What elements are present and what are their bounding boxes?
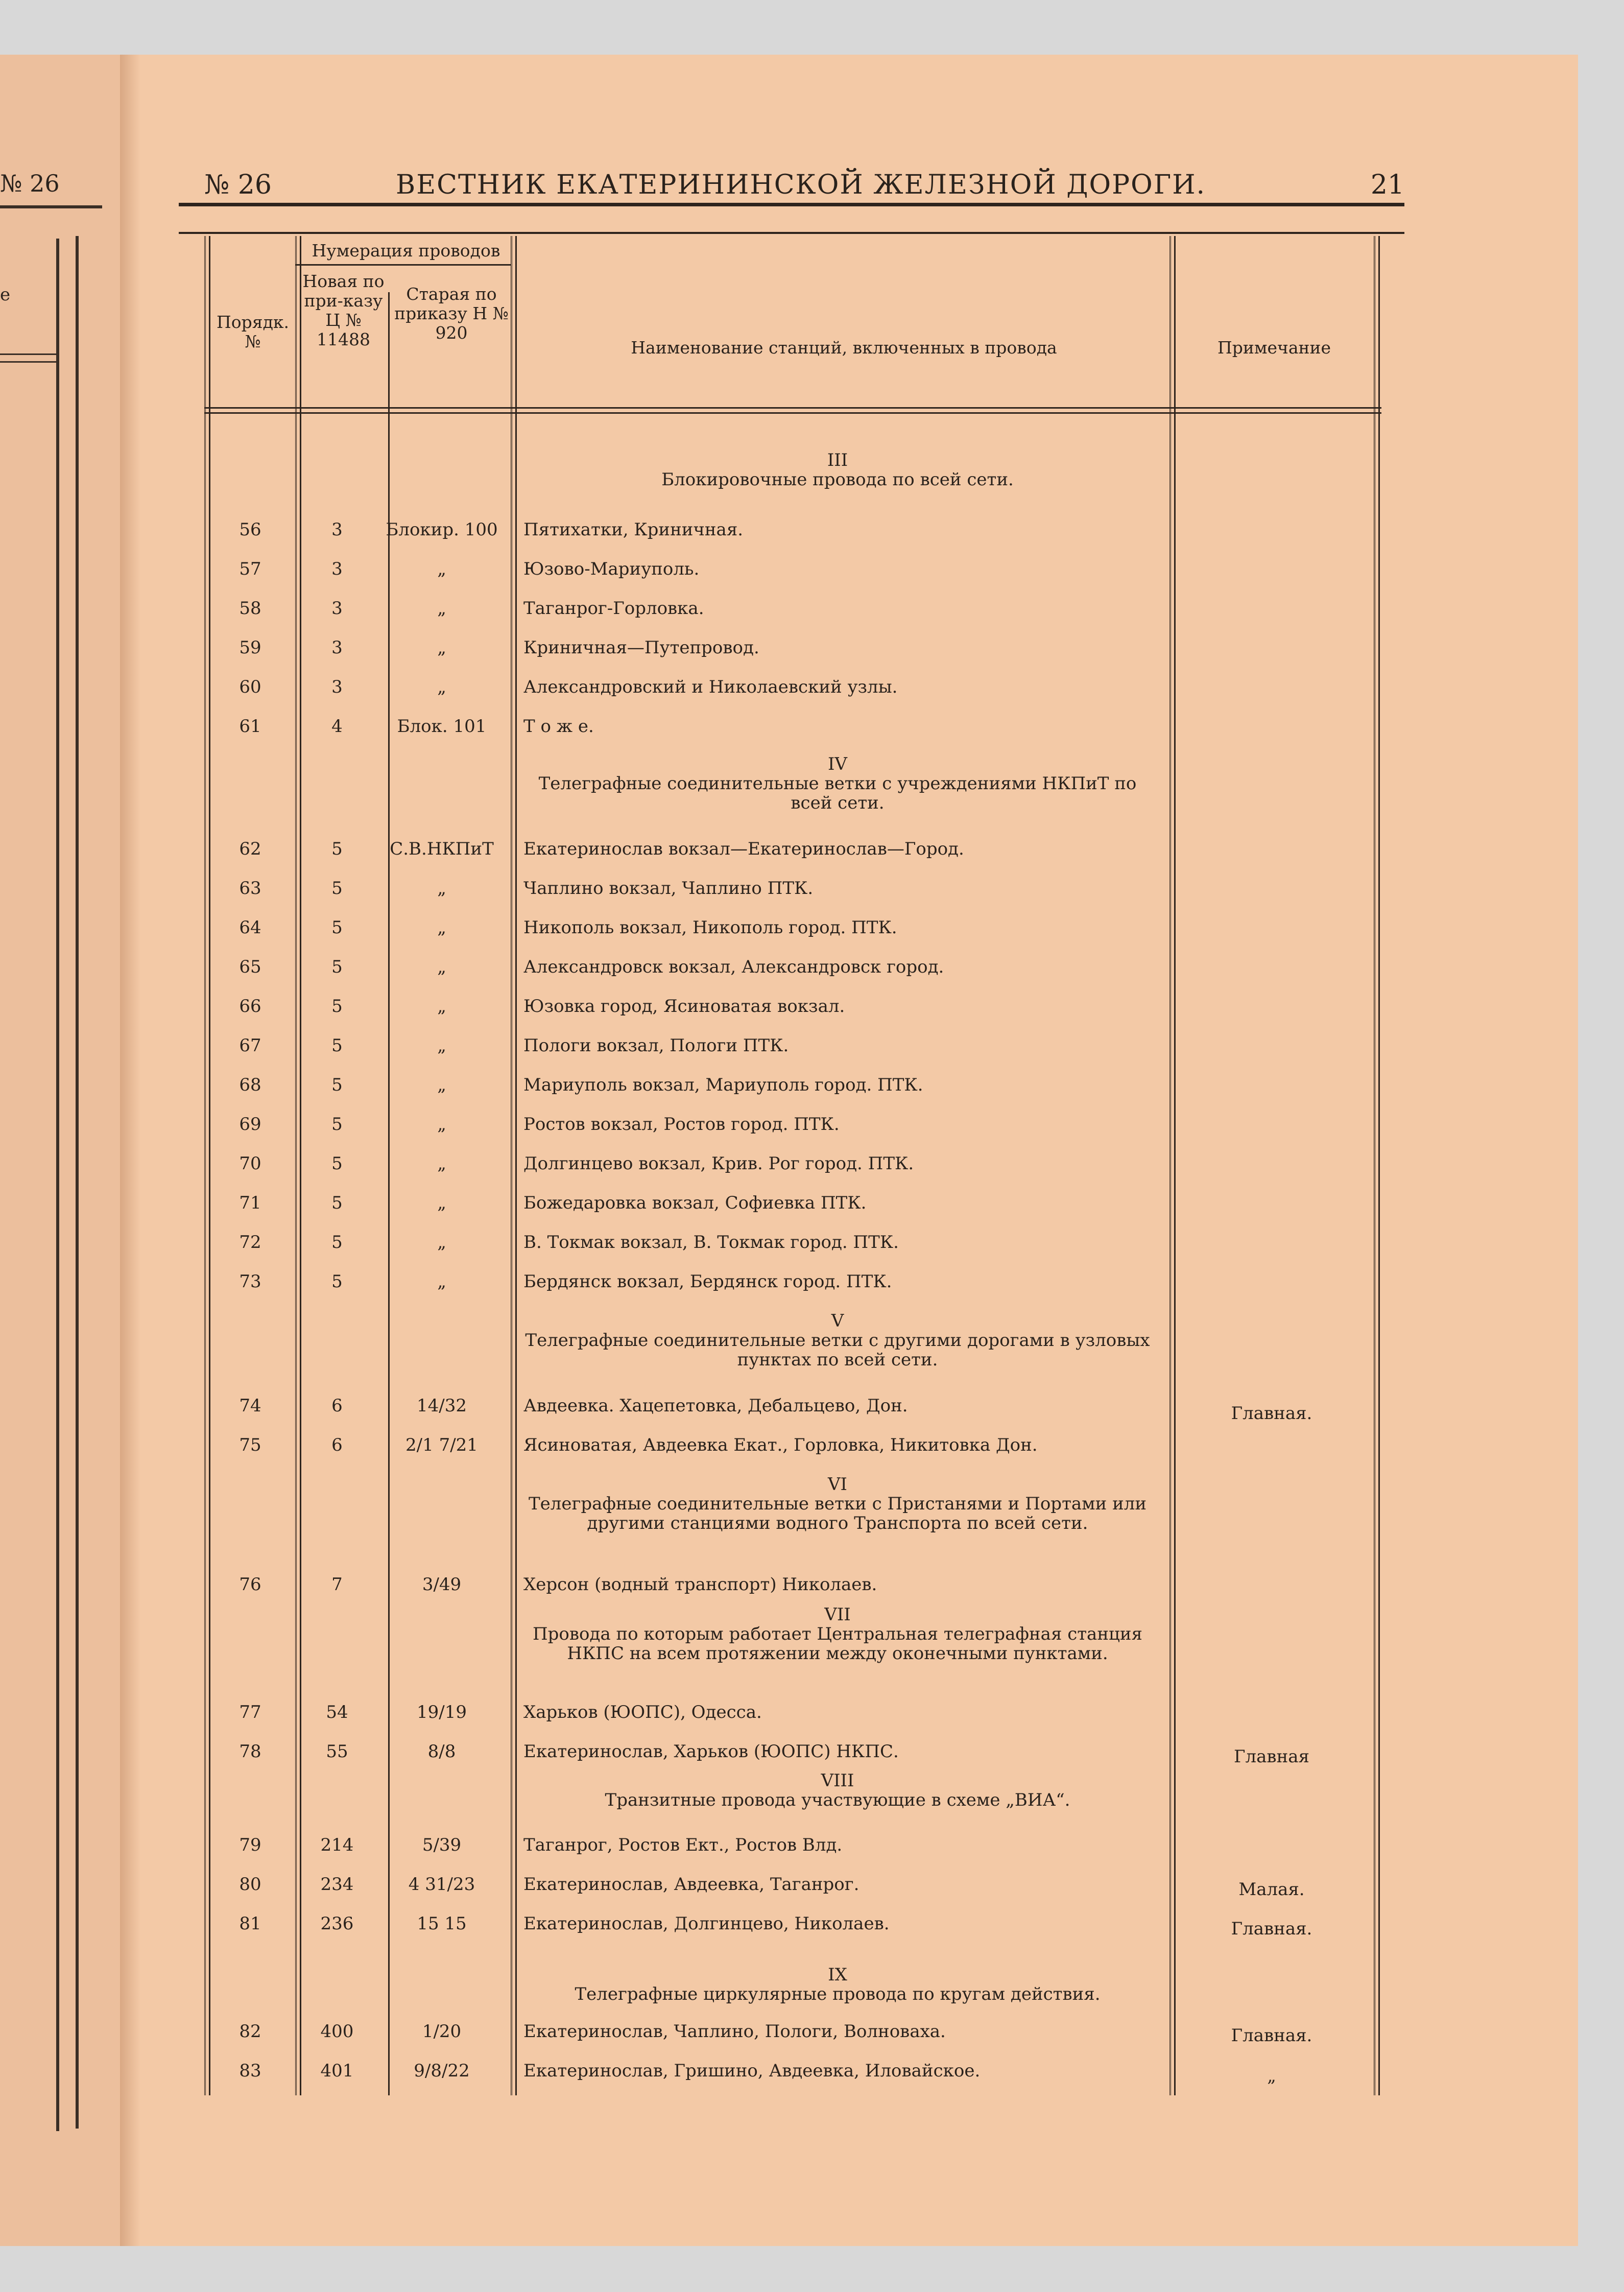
new-wire-number: 5	[331, 1153, 343, 1174]
new-wire-number: 5	[331, 957, 343, 977]
new-wire-number: 3	[331, 637, 343, 658]
old-wire-number: 3/49	[422, 1574, 462, 1595]
new-wire-number: 400	[320, 2021, 354, 2042]
new-wire-number: 3	[331, 559, 343, 579]
station-names: Никополь вокзал, Никополь город. ПТК.	[523, 917, 897, 938]
section-title: Телеграфные соединительные ветки с другими дорогами в узловых пунктах по всей сети.	[525, 1330, 1150, 1370]
station-names: Криничная—Путепровод.	[523, 637, 759, 658]
row-number: 60	[239, 677, 261, 697]
row-number: 63	[239, 878, 261, 899]
station-names: Бердянск вокзал, Бердянск город. ПТК.	[523, 1271, 892, 1292]
issue-number: № 26	[204, 170, 272, 200]
old-wire-number: „	[437, 1153, 446, 1174]
row-number: 62	[239, 839, 261, 859]
row-note: Малая.	[1238, 1879, 1305, 1900]
table-rule-name	[1169, 236, 1176, 2095]
station-names: Александровский и Николаевский узлы.	[523, 677, 898, 697]
station-names: Авдеевка. Хацепетовка, Дебальцево, Дон.	[523, 1396, 908, 1416]
header-rule	[179, 203, 1404, 206]
section-number: VII	[824, 1604, 851, 1625]
row-number: 77	[239, 1702, 261, 1722]
station-names: Пологи вокзал, Пологи ПТК.	[523, 1035, 789, 1056]
row-number: 72	[239, 1232, 261, 1253]
new-wire-number: 5	[331, 996, 343, 1017]
row-number: 67	[239, 1035, 261, 1056]
old-wire-number: „	[437, 996, 446, 1017]
col-numbering-header: Нумерация проводов	[312, 241, 500, 261]
left-table-column	[0, 239, 59, 2131]
section-title: Телеграфные соединительные ветки с Пристанями и Портами или другими станциями водного Транспорта по всей сети.	[528, 1494, 1147, 1533]
station-names: В. Токмак вокзал, В. Токмак город. ПТК.	[523, 1232, 899, 1253]
station-names: Ростов вокзал, Ростов город. ПТК.	[523, 1114, 840, 1135]
station-names: Юзово-Мариуполь.	[523, 559, 700, 579]
wire-table	[204, 236, 1381, 2095]
new-wire-number: 4	[331, 716, 343, 737]
new-wire-number: 5	[331, 917, 343, 938]
section-title: Провода по которым работает Центральная телеграфная станция НКПС на всем протяжении между оконечными пунктами.	[533, 1624, 1142, 1664]
row-number: 64	[239, 917, 261, 938]
new-wire-number: 3	[331, 519, 343, 540]
col-new-header: Новая по при-казу Ц № 11488	[302, 271, 385, 349]
page-number: 21	[1370, 170, 1404, 200]
old-wire-number: „	[437, 917, 446, 938]
old-wire-number: 9/8/22	[414, 2061, 470, 2081]
left-page-number: № 26	[0, 170, 60, 197]
station-names: Александровск вокзал, Александровск город.	[523, 957, 944, 977]
station-names: Таганрог-Горловка.	[523, 598, 704, 619]
col-order-header: Порядк. №	[216, 312, 290, 351]
station-names: Божедаровка вокзал, Софиевка ПТК.	[523, 1193, 867, 1213]
col-note-header: Примечание	[1217, 338, 1331, 358]
old-wire-number: 14/32	[417, 1396, 467, 1416]
row-number: 75	[239, 1435, 261, 1455]
row-number: 56	[239, 519, 261, 540]
section-heading	[521, 1311, 1154, 1369]
row-number: 70	[239, 1153, 261, 1174]
new-wire-number: 5	[331, 1271, 343, 1292]
station-names: Ясиноватая, Авдеевка Екат., Горловка, Никитовка Дон.	[523, 1435, 1038, 1455]
new-wire-number: 5	[331, 839, 343, 859]
station-names: Екатеринослав, Гришино, Авдеевка, Иловайское.	[523, 2061, 981, 2081]
row-number: 74	[239, 1396, 261, 1416]
book-gutter	[120, 55, 140, 2246]
section-heading	[521, 1771, 1154, 1810]
row-number: 57	[239, 559, 261, 579]
old-wire-number: „	[437, 1232, 446, 1253]
header-rule-thin	[179, 232, 1404, 234]
new-wire-number: 7	[331, 1574, 343, 1595]
row-number: 65	[239, 957, 261, 977]
col-old-header: Старая по приказу Н № 920	[394, 284, 509, 343]
row-number: 59	[239, 637, 261, 658]
station-names: Херсон (водный транспорт) Николаев.	[523, 1574, 877, 1595]
old-wire-number: Блок. 101	[397, 716, 487, 737]
new-wire-number: 5	[331, 1075, 343, 1095]
row-number: 79	[239, 1835, 261, 1855]
section-number: IX	[828, 1965, 847, 1985]
old-wire-number: 15 15	[417, 1913, 467, 1934]
new-wire-number: 3	[331, 598, 343, 619]
section-number: VI	[828, 1474, 847, 1495]
row-number: 76	[239, 1574, 261, 1595]
table-rule-left	[204, 236, 210, 2095]
old-wire-number: 8/8	[427, 1741, 456, 1762]
row-note: Главная.	[1231, 1403, 1312, 1424]
section-title: Транзитные провода участвующие в схеме „ВИА“.	[605, 1790, 1070, 1810]
new-wire-number: 236	[320, 1913, 354, 1934]
section-heading	[521, 1965, 1154, 2004]
station-names: Т о ж е.	[523, 716, 594, 737]
section-number: III	[827, 450, 848, 470]
row-number: 68	[239, 1075, 261, 1095]
old-wire-number: „	[437, 1075, 446, 1095]
section-heading	[521, 1605, 1154, 1663]
section-number: VIII	[821, 1770, 854, 1791]
old-wire-number: 1/20	[422, 2021, 462, 2042]
old-wire-number: Блокир. 100	[386, 519, 498, 540]
section-title: Блокировочные провода по всей сети.	[661, 469, 1014, 490]
row-number: 71	[239, 1193, 261, 1213]
header-bottom-rule-2	[204, 412, 1381, 414]
table-rule-old	[511, 236, 517, 2095]
new-wire-number: 6	[331, 1435, 343, 1455]
station-names: Екатеринослав, Харьков (ЮОПС) НКПС.	[523, 1741, 899, 1762]
old-wire-number: „	[437, 677, 446, 697]
new-wire-number: 5	[331, 1035, 343, 1056]
row-number: 78	[239, 1741, 261, 1762]
section-heading	[521, 1475, 1154, 1533]
new-wire-number: 401	[320, 2061, 354, 2081]
old-wire-number: 4 31/23	[408, 1874, 475, 1895]
row-number: 83	[239, 2061, 261, 2081]
station-names: Долгинцево вокзал, Крив. Рог город. ПТК.	[523, 1153, 914, 1174]
station-names: Екатеринослав, Долгинцево, Николаев.	[523, 1913, 890, 1934]
old-wire-number: „	[437, 1193, 446, 1213]
old-wire-number: 2/1 7/21	[405, 1435, 478, 1455]
row-number: 61	[239, 716, 261, 737]
station-names: Мариуполь вокзал, Мариуполь город. ПТК.	[523, 1075, 923, 1095]
table-rule-right	[1374, 236, 1380, 2095]
col-name-header: Наименование станций, включенных в провода	[631, 338, 1057, 358]
station-names: Чаплино вокзал, Чаплино ПТК.	[523, 878, 814, 899]
scanned-page	[0, 55, 1578, 2246]
old-wire-number: „	[437, 637, 446, 658]
old-wire-number: „	[437, 957, 446, 977]
left-column-fragment: е	[0, 285, 11, 305]
row-number: 73	[239, 1271, 261, 1292]
numbering-subrule	[295, 264, 511, 266]
station-names: Екатеринослав, Чаплино, Пологи, Волноваха.	[523, 2021, 946, 2042]
new-wire-number: 5	[331, 1232, 343, 1253]
row-number: 80	[239, 1874, 261, 1895]
row-number: 58	[239, 598, 261, 619]
station-names: Пятихатки, Криничная.	[523, 519, 744, 540]
row-number: 82	[239, 2021, 261, 2042]
section-heading	[521, 451, 1154, 489]
old-wire-number: „	[437, 1271, 446, 1292]
old-wire-number: „	[437, 598, 446, 619]
station-names: Таганрог, Ростов Ект., Ростов Влд.	[523, 1835, 843, 1855]
journal-title: ВЕСТНИК ЕКАТЕРИНИНСКОЙ ЖЕЛЕЗНОЙ ДОРОГИ.	[396, 170, 1206, 200]
old-wire-number: 19/19	[417, 1702, 467, 1722]
old-wire-number: „	[437, 1035, 446, 1056]
old-wire-number: „	[437, 1114, 446, 1135]
section-title: Телеграфные циркулярные провода по кругам действия.	[575, 1984, 1101, 2004]
left-header-lines	[0, 353, 56, 363]
station-names: Харьков (ЮОПС), Одесса.	[523, 1702, 762, 1722]
old-wire-number: С.В.НКПиТ	[390, 839, 494, 859]
new-wire-number: 234	[320, 1874, 354, 1895]
new-wire-number: 54	[326, 1702, 348, 1722]
station-names: Екатеринослав вокзал—Екатеринослав—Город.	[523, 839, 964, 859]
station-names: Екатеринослав, Авдеевка, Таганрог.	[523, 1874, 859, 1895]
row-note: Главная	[1234, 1746, 1309, 1767]
left-page-fragment	[0, 55, 128, 2246]
new-wire-number: 5	[331, 1114, 343, 1135]
row-note: „	[1267, 2066, 1276, 2086]
new-wire-number: 214	[320, 1835, 354, 1855]
left-header-rule	[0, 205, 102, 208]
section-number: IV	[828, 754, 847, 774]
section-title: Телеграфные соединительные ветки с учреждениями НКПиТ по всей сети.	[538, 773, 1137, 813]
row-note: Главная.	[1231, 1919, 1312, 1939]
header-bottom-rule	[204, 407, 1381, 409]
old-wire-number: „	[437, 878, 446, 899]
new-wire-number: 5	[331, 878, 343, 899]
new-wire-number: 3	[331, 677, 343, 697]
new-wire-number: 55	[326, 1741, 348, 1762]
old-wire-number: 5/39	[422, 1835, 462, 1855]
new-wire-number: 5	[331, 1193, 343, 1213]
row-note: Главная.	[1231, 2025, 1312, 2046]
row-number: 69	[239, 1114, 261, 1135]
section-heading	[521, 754, 1154, 813]
section-number: V	[831, 1311, 844, 1331]
old-wire-number: „	[437, 559, 446, 579]
row-number: 66	[239, 996, 261, 1017]
row-number: 81	[239, 1913, 261, 1934]
left-table-rule	[76, 236, 79, 2129]
station-names: Юзовка город, Ясиноватая вокзал.	[523, 996, 845, 1017]
new-wire-number: 6	[331, 1396, 343, 1416]
